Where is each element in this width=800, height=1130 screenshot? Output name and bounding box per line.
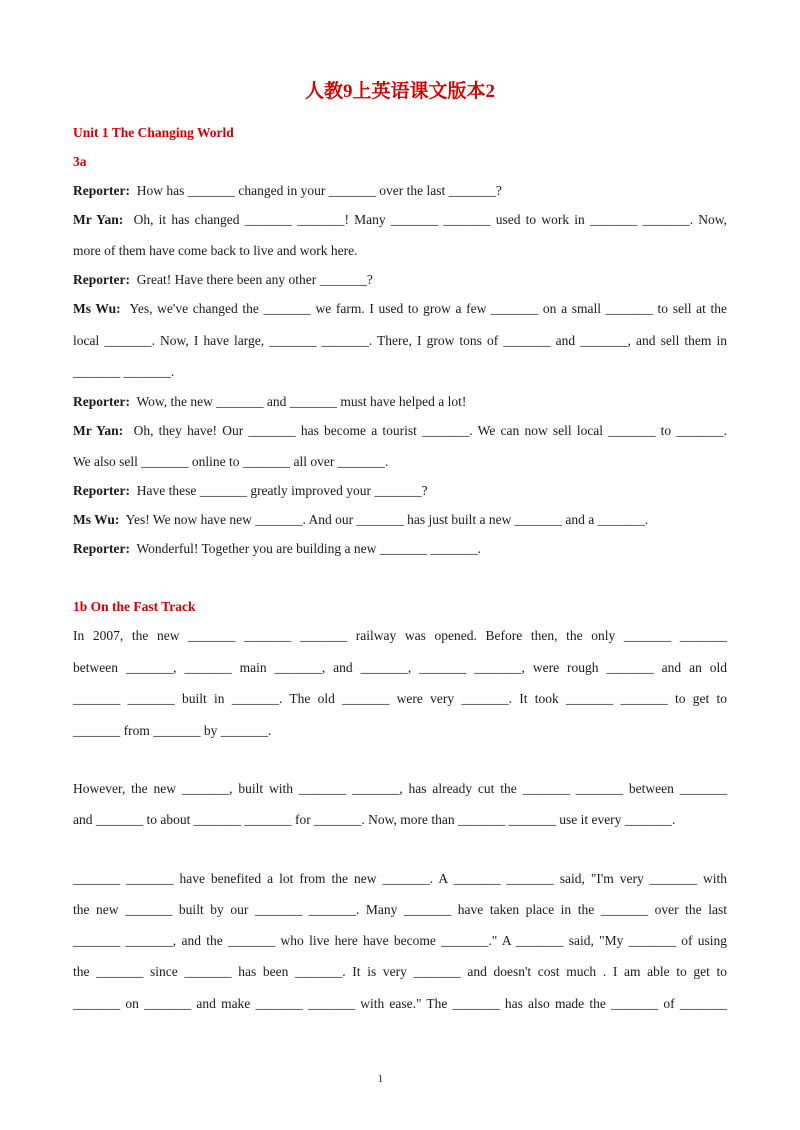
section-3a-heading: 3a bbox=[73, 154, 87, 169]
page-number: 1 bbox=[377, 1073, 384, 1085]
speaker-label: Reporter: bbox=[73, 394, 130, 409]
section-1b-heading: 1b On the Fast Track bbox=[73, 599, 196, 614]
dialogue-line bbox=[73, 423, 727, 439]
passage-line: However, the new _______, built with _______ _______, has already cut the _______ _______ between _______ bbox=[73, 781, 727, 796]
passage-line: In 2007, the new _______ _______ _______ railway was opened. Before then, the only _______ _______ bbox=[73, 628, 727, 643]
passage-line: _______ _______ have benefited a lot from the new _______. A _______ _______ said, "I'm very _______ with bbox=[73, 871, 727, 886]
passage-line: between _______, _______ main _______, and _______, _______ _______, were rough _______ and an old bbox=[73, 660, 727, 675]
unit-heading: Unit 1 The Changing World bbox=[73, 125, 234, 140]
line-text: Great! Have there been any other _______? bbox=[136, 272, 373, 287]
speaker-label: Ms Wu: bbox=[73, 512, 120, 527]
line-text: more of them have come back to live and work here. bbox=[73, 243, 358, 258]
speaker-label: Reporter: bbox=[73, 483, 130, 498]
speaker-label: Ms Wu: bbox=[73, 301, 121, 316]
line-text: local _______. Now, I have large, _______ _______. There, I grow tons of _______ and _______, and sell them in bbox=[73, 333, 727, 348]
dialogue-line bbox=[73, 483, 727, 499]
dialogue-line bbox=[73, 301, 727, 317]
dialogue-line bbox=[73, 454, 727, 470]
passage-line: _______ from _______ by _______. bbox=[73, 723, 272, 738]
line-text: How has _______ changed in your _______ over the last _______? bbox=[136, 183, 502, 198]
dialogue-line bbox=[73, 272, 727, 288]
speaker-label: Mr Yan: bbox=[73, 212, 124, 227]
passage-line: _______ _______, and the _______ who live here have become _______." A _______ said, "My _______ of using bbox=[73, 933, 727, 948]
dialogue-line bbox=[73, 183, 727, 199]
line-text: Oh, it has changed _______ _______! Many _______ _______ used to work in _______ _______. Now, bbox=[133, 212, 728, 227]
dialogue-line bbox=[73, 212, 727, 228]
dialogue-line bbox=[73, 541, 727, 557]
passage-line: _______ _______ built in _______. The old _______ were very _______. It took _______ _______ to get to bbox=[73, 691, 727, 706]
speaker-label: Reporter: bbox=[73, 183, 130, 198]
line-text: Oh, they have! Our _______ has become a tourist _______. We can now sell local _______ to _______. bbox=[133, 423, 728, 438]
dialogue-line bbox=[73, 512, 727, 528]
line-text: _______ _______. bbox=[73, 364, 175, 379]
dialogue-line bbox=[73, 333, 727, 349]
dialogue-line bbox=[73, 243, 727, 259]
line-text: Wow, the new _______ and _______ must have helped a lot! bbox=[136, 394, 467, 409]
speaker-label: Reporter: bbox=[73, 272, 130, 287]
dialogue-line bbox=[73, 394, 727, 410]
passage-line: and _______ to about _______ _______ for _______. Now, more than _______ _______ use it every _______. bbox=[73, 812, 676, 827]
speaker-label: Reporter: bbox=[73, 541, 130, 556]
line-text: Yes, we've changed the _______ we farm. I used to grow a few _______ on a small _______ to sell at the bbox=[129, 301, 727, 316]
dialogue-line bbox=[73, 364, 727, 380]
document-title: 人教9上英语课文版本2 bbox=[304, 81, 495, 102]
passage-line: _______ on _______ and make _______ _______ with ease." The _______ has also made the _______ of _______ bbox=[73, 996, 727, 1011]
line-text: We also sell _______ online to _______ all over _______. bbox=[73, 454, 389, 469]
line-text: Yes! We now have new _______. And our _______ has just built a new _______ and a _______. bbox=[125, 512, 649, 527]
passage-line: the new _______ built by our _______ _______. Many _______ have taken place in the _______ over the last bbox=[73, 902, 727, 917]
passage-line: the _______ since _______ has been _______. It is very _______ and doesn't cost much . I am able to get to bbox=[73, 964, 727, 979]
line-text: Wonderful! Together you are building a new _______ _______. bbox=[136, 541, 482, 556]
line-text: Have these _______ greatly improved your _______? bbox=[136, 483, 428, 498]
speaker-label: Mr Yan: bbox=[73, 423, 124, 438]
